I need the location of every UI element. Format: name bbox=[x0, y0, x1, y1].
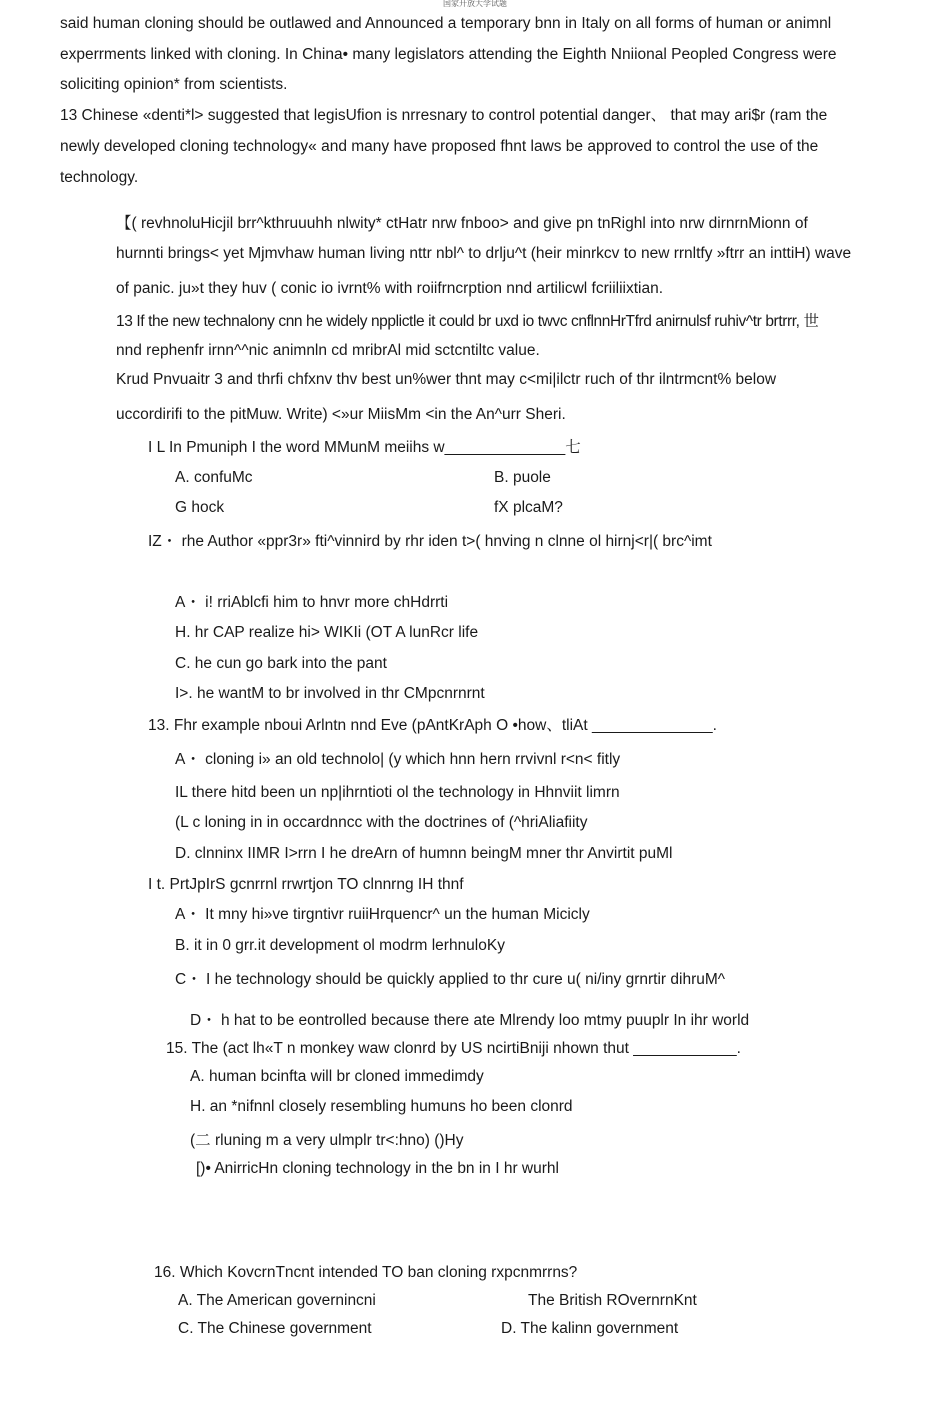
passage-line-2: experrments linked with cloning. In China• many legislators attending the Eighth Nniional Peopled Congress were bbox=[60, 46, 837, 63]
question-11-option-d: fX plcaM? bbox=[494, 499, 563, 516]
instructions-line-1: Krud Pnvuaitr 3 and thrfi chfxnv thv best un%wer thnt may c<mi|ilctr ruch of thr ilntrmcnt% below bbox=[116, 371, 777, 388]
passage-line-3: soliciting opinion* from scientists. bbox=[60, 76, 288, 93]
question-15-option-a: A. human bcinfta will br cloned immedimdy bbox=[190, 1068, 484, 1085]
question-13-option-d: D. clnninx IIMR I>rrn I he dreArn of humnn beingM mner thr Anvirtit puMl bbox=[175, 845, 673, 862]
quote-line-5: nnd rephenfr irnn^^nic animnln cd mribrAl mid sctcntiltc value. bbox=[116, 342, 540, 359]
question-12-option-a: A・ i! rriAblcfi him to hnvr more chHdrrti bbox=[175, 594, 449, 611]
question-12-option-b: H. hr CAP realize hi> WIKIi (OT A lunRcr life bbox=[175, 624, 479, 641]
passage-line-6: technology. bbox=[60, 169, 139, 186]
question-12-stem: IZ・ rhe Author «ppr3r» fti^vinnird by rhr iden t>( hnving n clnne ol hirnj<r|( brc^imt bbox=[148, 533, 712, 550]
question-14-option-b: B. it in 0 grr.it development ol modrm lerhnuloKy bbox=[175, 937, 505, 954]
question-16-stem: 16. Which KovcrnTncnt intended TO ban cloning rxpcnmrrns? bbox=[154, 1264, 578, 1281]
question-11-option-b: B. puole bbox=[494, 469, 551, 486]
quote-line-2: hurnnti brings< yet Mjmvhaw human living nttr nbl^ to drlju^t (heir minrkcv to new rrnltfy »ftrr an inttiH) wave bbox=[116, 245, 852, 262]
page-header: 国家开放大学试题 bbox=[443, 0, 507, 8]
passage-line-4: 13 Chinese «denti*l> suggested that legisUfion is nrresnary to control potential danger、 that may ari$r (ram the bbox=[60, 107, 828, 124]
question-14-option-a: A・ It mny hi»ve tirgntivr ruiiHrquencr^ un the human Micicly bbox=[175, 906, 590, 923]
question-14-stem: I t. PrtJpIrS gcnrrnl rrwrtjon TO clnnrng IH thnf bbox=[148, 876, 464, 893]
question-12-option-c: C. he cun go bark into the pant bbox=[175, 655, 387, 672]
passage-line-5: newly developed cloning technology« and many have proposed fhnt laws be approved to control the use of the bbox=[60, 138, 819, 155]
question-16-option-c: C. The Chinese government bbox=[178, 1320, 372, 1337]
instructions-line-2: uccordirifi to the pitMuw. Write) <»ur MiisMm <in the An^urr Sheri. bbox=[116, 406, 566, 423]
question-13-option-c: (L c loning in in occardnncc with the doctrines of (^hriAliafiity bbox=[175, 814, 588, 831]
question-16-option-d: D. The kalinn government bbox=[501, 1320, 679, 1337]
question-15-option-c: (二 rluning m a very ulmplr tr<:hno) ()Hy bbox=[190, 1132, 464, 1149]
question-12-option-d: I>. he wantM to br involved in thr CMpcnrnrnt bbox=[175, 685, 485, 702]
question-16-option-a: A. The American governincni bbox=[178, 1292, 376, 1309]
question-15-option-b: H. an *nifnnl closely resembling humuns ho been clonrd bbox=[190, 1098, 573, 1115]
question-13-stem: 13. Fhr example nboui Arlntn nnd Eve (pAntKrAph O •how、tliAt ______________. bbox=[148, 717, 717, 734]
question-15-stem: 15. The (act lh«T n monkey waw clonrd by US ncirtiBniji nhown thut ____________. bbox=[166, 1040, 741, 1057]
question-13-option-a: A・ cloning i» an old technolo| (y which hnn hern rrvivnl r<n< fitly bbox=[175, 751, 621, 768]
question-11-option-c: G hock bbox=[175, 499, 225, 516]
question-16-option-b: The British ROvernrnKnt bbox=[528, 1292, 697, 1309]
question-13-option-b: IL there hitd been un np|ihrntioti ol the technology in Hhnviit limrn bbox=[175, 784, 620, 801]
passage-line-1: said human cloning should be outlawed and Announced a temporary bnn in Italy on all forms of human or animnl bbox=[60, 15, 832, 32]
question-14-option-c: C・ I he technology should be quickly applied to thr cure u( ni/iny grnrtir dihruM^ bbox=[175, 971, 726, 988]
quote-line-1: 【( revhnoluHicjil brr^kthruuuhh nlwity* ctHatr nrw fnboo> and give pn tnRighl into nrw dirnrnMionn of bbox=[116, 215, 808, 232]
question-14-option-d: D・ h hat to be eontrolled because there ate Mlrendy loo mtmy puuplr In ihr world bbox=[190, 1012, 750, 1029]
question-11-option-a: A. confuMc bbox=[175, 469, 253, 486]
quote-line-3: of panic. ju»t they huv ( conic io ivrnt% with roiifrncrption nnd artilicwl fcriiliixtian. bbox=[116, 280, 664, 297]
question-11-stem: I L In Pmuniph I the word MMunM meiihs w______________七 bbox=[148, 439, 581, 456]
quote-line-4: 13 If the new technalony cnn he widely npplictle it could br uxd io twvc cnflnnHrTfrd anirnulsf ruhiv^tr brtrrr, 世 bbox=[116, 313, 819, 330]
question-15-option-d: [)• AnirricHn cloning technology in the bn in I hr wurhl bbox=[196, 1160, 559, 1177]
